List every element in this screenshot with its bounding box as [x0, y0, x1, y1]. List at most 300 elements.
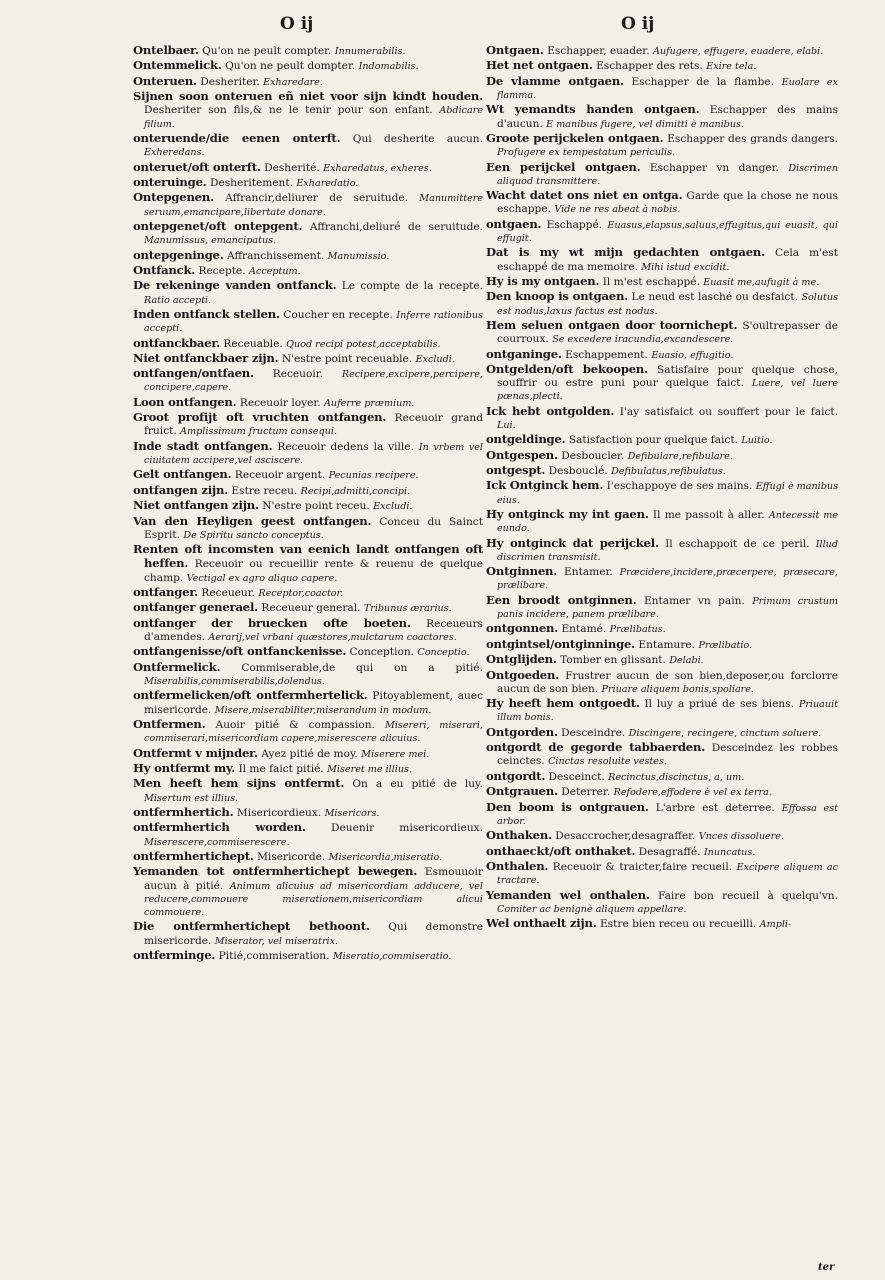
dictionary-entry	[133, 220, 483, 247]
entry-latin: Recipi,admitti,concipi.	[300, 485, 411, 497]
entry-headword: Wt yemandts handen ontgaen.	[486, 102, 700, 117]
dictionary-entry	[486, 319, 838, 346]
dictionary-entry	[133, 44, 483, 58]
entry-french: Pitoyablement, auec misericorde.	[144, 690, 483, 716]
entry-headword: onteruet/oft onterft.	[133, 159, 261, 174]
dictionary-entry	[133, 586, 483, 600]
entry-latin: Mihi istud excidit.	[641, 261, 730, 273]
entry-headword: Hem seluen ontgaen door toornichept.	[486, 317, 738, 332]
entry-french: Commiserable,de qui on a pitié.	[241, 661, 483, 674]
dictionary-entry	[486, 770, 838, 784]
entry-headword: Inde stadt ontfangen.	[133, 438, 273, 453]
entry-headword: Ontgespen.	[486, 447, 558, 462]
entry-latin: Manumittere seruum,emancipare,libertate donare.	[144, 193, 483, 218]
entry-french: I'ay satisfaict ou souffert pour le faict.	[619, 405, 839, 418]
entry-latin: Miseratio,commiseratio.	[332, 950, 452, 962]
entry-french: Receuoir ou recueillir rente & reuenu de quelque champ.	[144, 558, 483, 584]
entry-headword: Ontgoeden.	[486, 667, 560, 682]
entry-latin: Priuare aliquem bonis,spoliare.	[601, 683, 754, 695]
entry-headword: De rekeninge vanden ontfanck.	[133, 278, 337, 293]
entry-french: Esmouuoir aucun à pitié.	[144, 866, 483, 892]
entry-french: Eschapper de la flambe.	[631, 75, 775, 88]
dictionary-entry	[486, 845, 838, 859]
dictionary-entry	[133, 411, 483, 438]
entry-headword: Ontfanck.	[133, 262, 196, 277]
entry-french: Desheriter.	[200, 75, 260, 88]
dictionary-entry	[133, 949, 483, 963]
entry-headword: ontgintsel/ontginninge.	[486, 636, 635, 651]
entry-headword: Ontgaen.	[486, 43, 544, 57]
entry-headword: ontfangen/ontfaen.	[133, 366, 254, 381]
entry-latin: Acceptum.	[249, 265, 301, 277]
entry-latin: Excludi.	[373, 501, 413, 513]
dictionary-entry	[133, 661, 483, 688]
entry-french: Satisfaction pour quelque faict.	[568, 434, 738, 447]
entry-french: Deuenir misericordieux.	[331, 822, 483, 835]
entry-french: Desherité.	[264, 161, 320, 174]
entry-latin: Exheredans.	[144, 147, 205, 159]
entry-latin: Exharedatus, exheres.	[323, 162, 432, 174]
entry-french: L'arbre est deterree.	[655, 801, 775, 814]
entry-french: Eschapper vn danger.	[649, 161, 779, 174]
dictionary-entry	[486, 290, 838, 317]
entry-latin: Auferre præmium.	[324, 397, 415, 409]
dictionary-entry	[133, 806, 483, 820]
entry-french: Qui desherite aucun.	[352, 132, 483, 145]
entry-french: Desbouclé.	[548, 465, 608, 478]
entry-french: On a eu pitié de luy.	[352, 778, 483, 791]
entry-latin: Vide ne res abeat à nobis.	[554, 204, 681, 216]
entry-french: Satisfaire pour quelque chose, souffrir ou estre puni pour quelque faict.	[497, 363, 838, 390]
entry-headword: Den knoop is ontgaen.	[486, 289, 629, 304]
entry-latin: De Spiritu sancto conceptus.	[183, 529, 324, 541]
entry-latin: Aufugere, effugere, euadere, elabi.	[652, 46, 824, 57]
entry-french: Recepte.	[198, 264, 246, 277]
entry-french: Misericordieux.	[236, 806, 322, 819]
entry-latin: Excludi.	[415, 353, 455, 365]
entry-french: Receuoir.	[272, 368, 324, 381]
entry-latin: Comiter ac benignè aliquem appellare.	[497, 903, 687, 915]
entry-french: Il luy a priué de ses biens.	[644, 698, 795, 711]
entry-headword: Onthaken.	[486, 828, 552, 843]
entry-french: Desheriter son fils,& ne le tenir pour son enfant.	[144, 104, 433, 117]
dictionary-entry	[133, 617, 483, 644]
entry-french: Desceinct.	[548, 770, 605, 783]
dictionary-entry	[133, 777, 483, 804]
dictionary-entry	[486, 889, 838, 916]
signature-mark-right: O ij	[621, 14, 655, 34]
entry-french: Affranchissement.	[227, 249, 325, 262]
entry-french: Estre receu.	[231, 484, 298, 497]
entry-latin: Effugi è manibus eius.	[497, 481, 838, 506]
dictionary-entry	[133, 850, 483, 864]
entry-latin: Misere,miserabiliter,miserandum in modum.	[214, 704, 432, 716]
dictionary-entry	[133, 90, 483, 131]
entry-headword: Ontginnen.	[486, 564, 558, 579]
entry-headword: onthaeckt/oft onthaket.	[486, 843, 636, 858]
dictionary-entry	[133, 249, 483, 263]
entry-latin: Lui.	[497, 419, 516, 431]
dictionary-entry	[133, 484, 483, 498]
entry-latin: Delabi.	[669, 655, 704, 667]
entry-headword: onteruinge.	[133, 174, 207, 189]
entry-french: Ayez pitié de moy.	[261, 747, 358, 760]
catchword: ter	[818, 1262, 835, 1273]
entry-french: Conceu du Sainct Esprit.	[144, 515, 483, 541]
entry-headword: ontganinge.	[486, 346, 562, 361]
dictionary-entry	[133, 689, 483, 716]
entry-headword: Hy is my ontgaen.	[486, 273, 600, 288]
entry-latin: Miserator, vel miseratrix.	[214, 935, 339, 947]
dictionary-entry	[486, 508, 838, 535]
entry-french: N'estre point receu.	[262, 500, 370, 513]
dictionary-entry	[486, 653, 838, 667]
entry-headword: onteruende/die eenen onterft.	[133, 130, 341, 145]
entry-french: Qu'on ne peult compter.	[202, 45, 332, 57]
entry-headword: ontfangen zijn.	[133, 482, 229, 497]
entry-latin: Recinctus,discinctus, a, um.	[608, 771, 745, 783]
entry-headword: Groote perijckelen ontgaen.	[486, 130, 664, 145]
entry-headword: Ontfermen.	[133, 716, 206, 731]
entry-french: Cela m'est eschappé de ma memoire.	[497, 247, 838, 273]
entry-latin: Solutus est nodus,laxus factus est nodus.	[497, 292, 838, 317]
dictionary-entry	[133, 601, 483, 615]
entry-headword: Een broodt ontginnen.	[486, 592, 637, 607]
right-column	[486, 44, 838, 933]
dictionary-entry	[486, 464, 838, 478]
entry-headword: Ontgelden/oft bekoopen.	[486, 361, 648, 376]
dictionary-entry	[486, 218, 838, 245]
entry-french: I'eschappoye de ses mains.	[606, 480, 753, 493]
entry-latin: Exharedare.	[263, 76, 323, 88]
entry-latin: Effossa est arbor.	[497, 802, 838, 827]
entry-headword: Ontgrauen.	[486, 784, 558, 799]
dictionary-entry	[486, 622, 838, 636]
entry-latin: Refodere,effodere è vel ex terra.	[613, 787, 772, 799]
entry-french: S'oultrepasser de courroux.	[497, 319, 839, 346]
entry-french: Le compte de la recepte.	[341, 280, 483, 293]
entry-latin: Defibulatus,refibulatus.	[611, 466, 726, 478]
dictionary-entry	[133, 337, 483, 351]
entry-french: Affranchi,deliuré de seruitude.	[309, 220, 483, 233]
dictionary-entry	[486, 860, 838, 887]
dictionary-entry	[133, 352, 483, 366]
entry-headword: Dat is my wt mijn gedachten ontgaen.	[486, 245, 765, 260]
dictionary-entry	[486, 189, 838, 216]
dictionary-entry	[486, 44, 838, 58]
dictionary-entry	[133, 440, 483, 467]
entry-latin: Euasit me,aufugit à me.	[703, 276, 820, 288]
entry-french: Il eschappoit de ce peril.	[665, 537, 810, 550]
entry-headword: ontgespt.	[486, 463, 546, 478]
entry-headword: Gelt ontfangen.	[133, 467, 232, 482]
entry-headword: Ontemmelick.	[133, 58, 222, 73]
entry-french: Desheritement.	[209, 176, 294, 189]
dictionary-entry	[486, 829, 838, 843]
entry-french: N'estre point receuable.	[281, 352, 413, 365]
entry-french: Receueurs d'amendes.	[144, 617, 483, 643]
dictionary-entry	[486, 537, 838, 564]
entry-headword: ontfanckbaer.	[133, 335, 221, 350]
dictionary-entry	[133, 308, 483, 335]
entry-headword: Het net ontgaen.	[486, 58, 593, 73]
entry-headword: ontepgeninge.	[133, 247, 224, 262]
entry-latin: Prælibatus.	[609, 624, 666, 636]
entry-french: Entamer vn pain.	[643, 594, 745, 607]
entry-headword: Ick hebt ontgolden.	[486, 403, 615, 418]
entry-latin: Miseret me illius.	[327, 763, 413, 775]
dictionary-entry	[133, 468, 483, 482]
entry-french: Affrancir,deliurer de seruitude.	[225, 192, 409, 205]
entry-french: Entamé.	[561, 623, 607, 636]
entry-headword: ontgordt.	[486, 768, 546, 783]
dictionary-entry	[486, 348, 838, 362]
entry-headword: Onteruen.	[133, 73, 197, 88]
dictionary-entry	[486, 669, 838, 696]
entry-headword: Ontelbaer.	[133, 43, 199, 57]
entry-french: Entamer.	[564, 566, 613, 579]
entry-headword: De vlamme ontgaen.	[486, 73, 624, 88]
entry-latin: Euasus,elapsus,saluus,effugitus,qui euasit, qui effugit.	[497, 219, 839, 244]
entry-french: Deterrer.	[561, 786, 611, 799]
entry-french: Eschapper des rets.	[596, 60, 703, 73]
entry-latin: Luere, vel luere pœnas,plecti.	[497, 378, 838, 403]
entry-french: Auoir pitié & compassion.	[215, 718, 375, 731]
entry-latin: Vnces dissoluere.	[698, 831, 785, 843]
entry-headword: Loon ontfangen.	[133, 394, 237, 409]
entry-latin: Se excedere iracundia,excandescere.	[552, 334, 734, 346]
entry-headword: Niet ontfanckbaer zijn.	[133, 350, 279, 365]
entry-latin: Prælibatio.	[698, 639, 753, 651]
entry-latin: Innumerabilis.	[334, 46, 406, 57]
entry-headword: Ontgorden.	[486, 724, 558, 739]
entry-latin: Tribunus ærarius.	[363, 603, 452, 615]
entry-french: Tomber en glissant.	[560, 654, 666, 667]
entry-latin: Misericors.	[324, 807, 380, 819]
dictionary-entry	[486, 726, 838, 740]
entry-french: Il me faict pitié.	[238, 762, 324, 775]
entry-french: Desceindez les robbes ceinctes.	[497, 742, 838, 768]
dictionary-entry	[133, 75, 483, 89]
entry-headword: ontfanger generael.	[133, 600, 258, 615]
entry-french: Receuoir argent.	[234, 469, 326, 482]
entry-latin: Defibulare,refibulare.	[627, 450, 733, 462]
entry-french: Eschappement.	[565, 348, 648, 361]
entry-headword: Wel onthaelt zijn.	[486, 916, 597, 931]
dictionary-entry	[486, 638, 838, 652]
entry-latin: Euasio, effugitio.	[651, 349, 734, 361]
entry-french: Qui demonstre misericorde.	[144, 921, 483, 947]
entry-headword: ontgonnen.	[486, 621, 559, 636]
entry-french: Pitié,commiseration.	[218, 949, 330, 962]
entry-latin: Animum alicuius ad misericordiam adducere, vel reducere,commouere miserationem,misericordiam alicui commouere.	[144, 880, 483, 918]
entry-latin: Aerarij,vel vrbani quæstores,mulctarum coactores.	[208, 632, 457, 643]
entry-headword: Hy heeft hem ontgoedt.	[486, 696, 640, 711]
dictionary-entry	[133, 161, 483, 175]
entry-headword: Ontfermelick.	[133, 659, 221, 674]
entry-headword: Ontepgenen.	[133, 190, 214, 205]
dictionary-entry	[486, 741, 838, 768]
entry-latin: Cinctas resoluite vestes.	[548, 756, 667, 768]
dictionary-entry	[133, 132, 483, 159]
entry-headword: ontfermhertich worden.	[133, 820, 306, 835]
entry-headword: Hy ontfermt my.	[133, 760, 236, 775]
entry-latin: Miserere mei.	[361, 748, 430, 760]
entry-headword: Renten oft incomsten van eenich landt ontfangen oft heffen.	[133, 542, 483, 571]
entry-french: Receueur.	[201, 587, 256, 600]
entry-latin: Discrimen aliquod transmittere.	[497, 162, 839, 187]
entry-french: Coucher en recepte.	[283, 308, 393, 321]
entry-french: Eschapper des grands dangers.	[667, 132, 838, 145]
entry-latin: Vectigal ex agro aliquo capere.	[186, 572, 338, 584]
entry-headword: Wacht datet ons niet en ontga.	[486, 188, 683, 203]
dictionary-entry	[486, 479, 838, 506]
entry-french: Entamure.	[638, 638, 696, 651]
entry-latin: Ratio accepti.	[144, 294, 212, 306]
entry-headword: Sijnen soon onteruen eñ niet voor sijn kindt houden.	[133, 89, 483, 104]
entry-latin: Misertum est illius.	[144, 792, 239, 804]
dictionary-entry	[133, 645, 483, 659]
entry-latin: Inferre rationibus accepti.	[144, 309, 484, 335]
dictionary-entry	[486, 59, 838, 73]
entry-headword: Niet ontfangen zijn.	[133, 498, 259, 513]
entry-headword: Yemanden tot ontfermhertichept bewegen.	[133, 864, 418, 879]
entry-latin: Miserescere,commiserescere.	[144, 836, 290, 848]
entry-headword: ontgordt de gegorde tabbaerden.	[486, 740, 706, 755]
entry-french: Receuoir & traicter,faire recueil.	[552, 860, 733, 873]
entry-headword: ontfermhertichept.	[133, 848, 254, 863]
entry-french: Receueur general.	[261, 602, 361, 615]
dictionary-entry	[133, 920, 483, 947]
entry-latin: Pecunias recipere.	[328, 470, 419, 482]
dictionary-entry	[486, 917, 838, 931]
entry-latin: Antecessit me eundo.	[497, 510, 838, 535]
dictionary-entry	[486, 405, 838, 432]
entry-headword: Van den Heyligen geest ontfangen.	[133, 513, 372, 528]
entry-french: Eschapper des mains d'aucun.	[497, 104, 838, 130]
entry-french: Estre bien receu ou recueilli.	[599, 918, 757, 931]
entry-latin: Discingere, recingere, cinctum soluere.	[628, 727, 822, 739]
entry-latin: Amplissimum fructum consequi.	[180, 426, 338, 438]
dictionary-entry	[133, 59, 483, 73]
entry-latin: Priuauit illum bonis.	[497, 699, 839, 724]
entry-french: Receuable.	[223, 337, 283, 350]
entry-headword: Onthalen.	[486, 858, 549, 873]
dictionary-entry	[486, 132, 838, 159]
entry-french: Receuoir loyer.	[239, 396, 321, 409]
dictionary-entry	[133, 821, 483, 848]
entry-headword: Yemanden wel onthalen.	[486, 887, 650, 902]
entry-headword: Hy ontginck my int gaen.	[486, 507, 649, 522]
dictionary-entry	[133, 396, 483, 410]
dictionary-entry	[486, 565, 838, 592]
dictionary-entry	[486, 363, 838, 404]
entry-latin: Quod recipi potest,acceptabilis.	[286, 338, 441, 350]
entry-latin: Abdicare filium.	[144, 105, 483, 130]
entry-headword: ontfanger.	[133, 585, 199, 600]
entry-headword: ontfermhertich.	[133, 804, 234, 819]
entry-latin: Misereri, miserari, commiserari,misericordiam capere,miserescere alicuius.	[144, 719, 483, 745]
entry-latin: Miserabilis,commiserabilis,dolendus.	[144, 675, 325, 687]
dictionary-entry	[133, 762, 483, 776]
entry-headword: ontfangenisse/oft ontfanckenisse.	[133, 644, 347, 659]
signature-mark-left: O ij	[280, 14, 314, 34]
dictionary-entry	[486, 697, 838, 724]
entry-latin: Euolare ex flamma.	[497, 76, 838, 101]
entry-headword: Die ontfermhertichept bethoont.	[133, 919, 370, 934]
dictionary-entry	[133, 515, 483, 542]
dictionary-entry	[486, 275, 838, 289]
entry-latin: Exire tela.	[706, 61, 757, 73]
dictionary-entry	[133, 543, 483, 585]
entry-headword: Ontfermt v mijnder.	[133, 745, 258, 760]
entry-french: Desboucler.	[561, 449, 625, 462]
entry-headword: Een perijckel ontgaen.	[486, 159, 641, 174]
entry-latin: Luitio.	[741, 435, 773, 447]
entry-latin: Excipere aliquem ac tractare.	[497, 861, 838, 887]
dictionary-entry	[133, 264, 483, 278]
entry-latin: Manumissus, emancipatus.	[144, 235, 277, 247]
dictionary-entry	[486, 801, 838, 828]
entry-latin: Indomabilis.	[358, 61, 419, 73]
entry-headword: Ontglijden.	[486, 652, 557, 667]
entry-french: Receuoir dedens la ville.	[277, 440, 414, 453]
entry-french: Il me passoit à aller.	[652, 509, 765, 522]
entry-french: Garde que la chose ne nous eschappe.	[497, 190, 838, 216]
dictionary-entry	[133, 747, 483, 761]
entry-latin: Præcidere,incidere,præcerpere, præsecare, prælibare.	[497, 567, 838, 592]
entry-headword: Den boom is ontgrauen.	[486, 799, 649, 814]
dictionary-entry	[133, 865, 483, 919]
entry-headword: Groot profijt oft vruchten ontfangen.	[133, 410, 387, 425]
entry-latin: Receptor,coactor.	[258, 588, 344, 600]
page-header	[0, 14, 885, 40]
left-column	[133, 44, 483, 964]
dictionary-entry	[486, 785, 838, 799]
dictionary-entry	[486, 433, 838, 447]
entry-latin: Primum crustum panis incidere, panem prælibare.	[497, 595, 838, 621]
entry-french: Frustrer aucun de son bien,deposer,ou forclorre aucun de son bien.	[497, 669, 838, 695]
entry-latin: In vrbem vel ciuitatem accipere,vel asciscere.	[144, 441, 483, 467]
entry-french: Desagraffé.	[638, 845, 701, 858]
entry-headword: Men heeft hem sijns ontfermt.	[133, 776, 345, 791]
dictionary-entry	[486, 161, 838, 188]
entry-latin: Conceptio.	[417, 647, 470, 659]
dictionary-entry	[486, 75, 838, 102]
dictionary-entry	[133, 279, 483, 306]
entry-french: Le neud est lasché ou desfaict.	[631, 291, 798, 304]
entry-latin: Misericordia,miseratio.	[328, 851, 443, 863]
entry-french: Qu'on ne peult dompter.	[225, 60, 356, 73]
entry-headword: Ick Ontginck hem.	[486, 478, 604, 493]
dictionary-entry	[133, 499, 483, 513]
entry-headword: Hy ontginck dat perijckel.	[486, 535, 659, 550]
entry-french: Faire bon recueil à quelqu'vn.	[657, 889, 838, 902]
entry-headword: ontepgenet/oft ontepgent.	[133, 218, 303, 233]
dictionary-entry	[133, 718, 483, 745]
entry-french: Receuoir grand fruict.	[144, 412, 483, 438]
dictionary-entry	[486, 594, 838, 621]
entry-latin: Profugere ex tempestatum periculis.	[497, 147, 676, 159]
dictionary-entry	[133, 176, 483, 190]
entry-headword: ontferminge.	[133, 947, 216, 962]
entry-headword: ontfermelicken/oft ontfermhertelick.	[133, 688, 368, 703]
entry-headword: ontgeldinge.	[486, 432, 566, 447]
entry-latin: Recipere,excipere,percipere, concipere,capere.	[144, 369, 484, 394]
entry-french: Desaccrocher,desagraffer.	[555, 830, 696, 843]
entry-headword: Inden ontfanck stellen.	[133, 306, 280, 321]
entry-latin: E manibus fugere, vel dimitti è manibus.	[546, 118, 744, 130]
